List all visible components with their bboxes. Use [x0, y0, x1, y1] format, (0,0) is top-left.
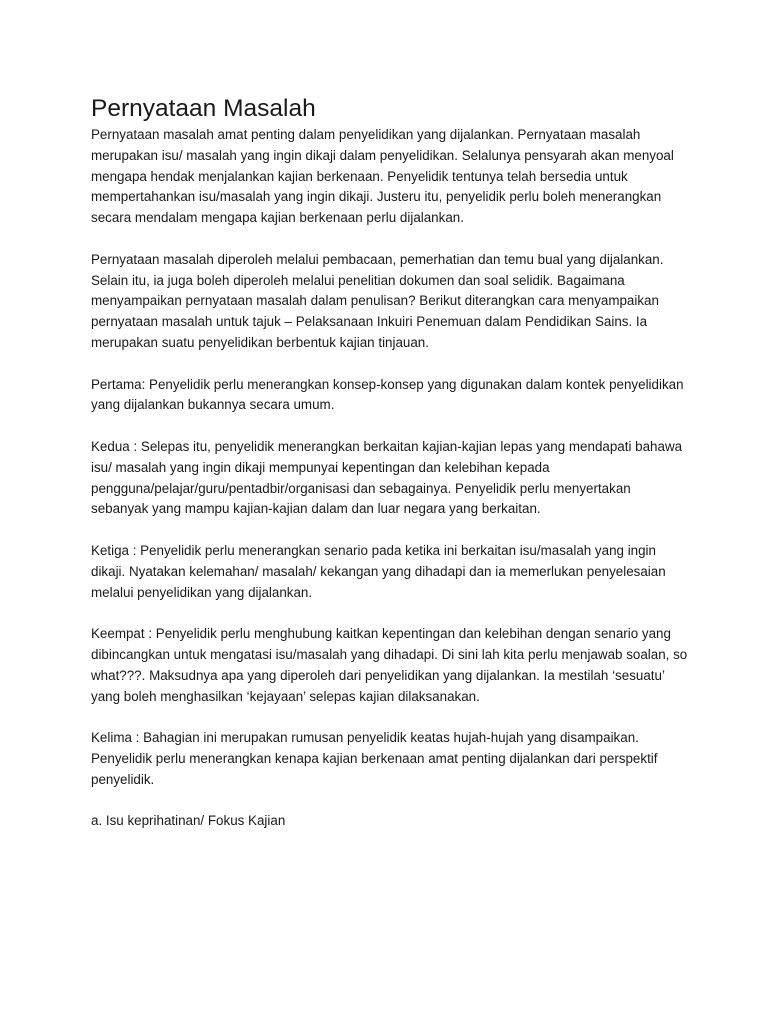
paragraph-keempat: Keempat : Penyelidik perlu menghubung kaitkan kepentingan dan kelebihan dengan senario yang dibincangkan untuk mengatasi isu/masalah yang dihadapi. Di sini lah kita perlu menjawab soalan, so what???. Maksudnya apa yang diperoleh dari penyelidikan yang dijalankan. Ia mestilah ‘sesuatu’ yang boleh menghasilkan ‘kejayaan’ selepas kajian dilaksanakan. [91, 626, 688, 704]
document-page [91, 94, 691, 853]
paragraph-intro: Pernyataan masalah amat penting dalam penyelidikan yang dijalankan. Pernyataan masalah merupakan isu/ masalah yang ingin dikaji dalam penyelidikan. Selalunya pensyarah akan menyoal mengapa hendak menjalankan kajian berkenaan. Penyelidik tentunya telah bersedia untuk mempertahankan isu/masalah yang ingin dikaji. Justeru itu, penyelidik perlu boleh menerangkan secara mendalam mengapa kajian berkenaan perlu dijalankan. [91, 127, 674, 226]
paragraph-pertama: Pertama: Penyelidik perlu menerangkan konsep-konsep yang digunakan dalam kontek penyelidikan yang dijalankan bukannya secara umum. [91, 376, 684, 413]
paragraph-ketiga: Ketiga : Penyelidik perlu menerangkan senario pada ketika ini berkaitan isu/masalah yang ingin dikaji. Nyatakan kelemahan/ masalah/ kekangan yang dihadapi dan ia memerlukan penyelesaian melalui penyelidikan yang dijalankan. [91, 542, 666, 600]
list-item-a: a. Isu keprihatinan/ Fokus Kajian [91, 813, 286, 829]
paragraph-kelima: Kelima : Bahagian ini merupakan rumusan penyelidik keatas hujah-hujah yang disampaikan. Penyelidik perlu menerangkan kenapa kajian berkenaan amat penting dijalankan dari perspektif penyelidik. [91, 730, 658, 787]
paragraph-kedua: Kedua : Selepas itu, penyelidik menerangkan berkaitan kajian-kajian lepas yang mendapati bahawa isu/ masalah yang ingin dikaji mempunyai kepentingan dan kelebihan kepada pengguna/pelajar/guru/pentadbir/organisasi dan sebagainya. Penyelidik perlu menyertakan sebanyak yang mampu kajian-kajian dalam dan luar negara yang berkaitan. [91, 438, 683, 517]
paragraph-source: Pernyataan masalah diperoleh melalui pembacaan, pemerhatian dan temu bual yang dijalankan. Selain itu, ia juga boleh diperoleh melalui penelitian dokumen dan soal selidik. Bagaimana menyampaikan pernyataan masalah dalam penulisan? Berikut diterangkan cara menyampaikan pernyataan masalah untuk tajuk – Pelaksanaan Inkuiri Penemuan dalam Pendidikan Sains. Ia merupakan suatu penyelidikan berbentuk kajian tinjauan. [91, 251, 664, 350]
page-title: Pernyataan Masalah [91, 95, 316, 122]
